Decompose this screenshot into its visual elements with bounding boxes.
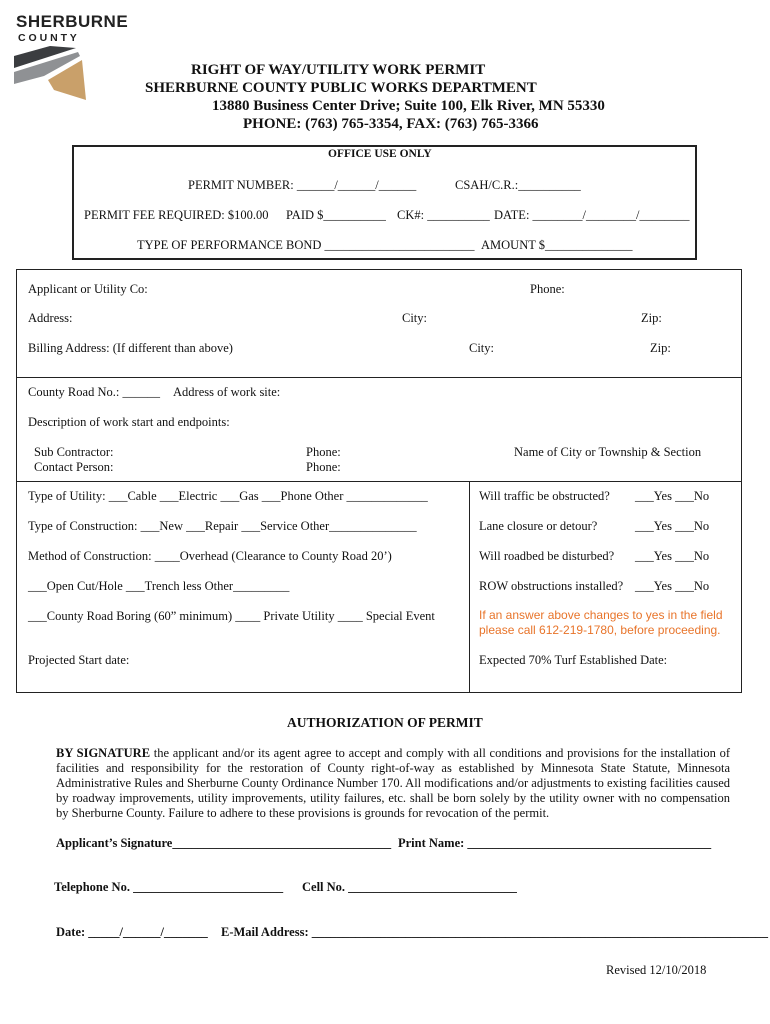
applicant-field[interactable]: Applicant or Utility Co: bbox=[28, 282, 148, 296]
cell-field[interactable]: Cell No. ___________________________ bbox=[302, 880, 517, 894]
bond-amount-field[interactable]: AMOUNT $______________ bbox=[481, 238, 633, 252]
authorization-paragraph bbox=[56, 746, 730, 821]
authorization-title: AUTHORIZATION OF PERMIT bbox=[287, 715, 483, 730]
print-name-field[interactable]: Print Name: _______________________________________ bbox=[398, 836, 712, 850]
authorization-body: the applicant and/or its agent agree to accept and comply with all conditions and provisions for the installation of facilities and responsibility for the restoration of County right-of-way as established by Minnesota State Statute, Minnesota Administrative Rules and Sherburne County Ordinance Number 170. All modifications and/or adjustments to existing facilities caused by roadway improvements, utility improvements, utility failures, etc. shall be born solely by the utility owner with no compensation by Sherburne County. Failure to adhere to these provisions is grounds for revocation of the permit. bbox=[56, 746, 731, 820]
method-of-construction-field[interactable]: Method of Construction: ____Overhead (Clearance to County Road 20’) bbox=[28, 549, 392, 563]
type-of-construction-field[interactable]: Type of Construction: ___New ___Repair ___Service Other______________ bbox=[28, 519, 417, 533]
city-field[interactable]: City: bbox=[402, 311, 428, 325]
sub-contractor-phone-field[interactable]: Phone: bbox=[306, 445, 341, 459]
type-of-utility-field[interactable]: Type of Utility: ___Cable ___Electric ___Gas ___Phone Other _____________ bbox=[28, 489, 428, 503]
applicant-signature-field[interactable]: Applicant’s Signature___________________________________ bbox=[56, 836, 392, 850]
sub-contractor-field[interactable]: Sub Contractor: bbox=[34, 445, 114, 459]
header-address: 13880 Business Center Drive; Suite 100, Elk River, MN 55330 bbox=[212, 98, 605, 114]
traffic-obstructed-question: Will traffic be obstructed? bbox=[479, 489, 610, 503]
contact-phone-field[interactable]: Phone: bbox=[306, 460, 341, 474]
section-divider bbox=[16, 377, 742, 378]
check-number-field[interactable]: CK#: __________ bbox=[397, 208, 490, 222]
projected-start-date-field[interactable]: Projected Start date: bbox=[28, 653, 130, 667]
row-obstructions-question: ROW obstructions installed? bbox=[479, 579, 624, 593]
performance-bond-field[interactable]: TYPE OF PERFORMANCE BOND ________________________ bbox=[137, 238, 475, 252]
billing-address-field[interactable]: Billing Address: (If different than above) bbox=[28, 341, 233, 355]
permit-fee-label: PERMIT FEE REQUIRED: $100.00 bbox=[84, 208, 269, 222]
road-logo-icon bbox=[14, 46, 90, 102]
header-title: RIGHT OF WAY/UTILITY WORK PERMIT bbox=[191, 62, 486, 78]
traffic-obstructed-choice[interactable]: ___Yes ___No bbox=[635, 489, 710, 503]
lane-closure-question: Lane closure or detour? bbox=[479, 519, 598, 533]
city-township-field[interactable]: Name of City or Township & Section bbox=[514, 445, 702, 459]
contact-person-field[interactable]: Contact Person: bbox=[34, 460, 114, 474]
roadbed-disturbed-question: Will roadbed be disturbed? bbox=[479, 549, 615, 563]
header-department: SHERBURNE COUNTY PUBLIC WORKS DEPARTMENT bbox=[145, 80, 537, 96]
zip-field[interactable]: Zip: bbox=[641, 311, 662, 325]
turf-established-date-field[interactable]: Expected 70% Turf Established Date: bbox=[479, 653, 668, 667]
logo-title: SHERBURNE bbox=[16, 12, 129, 31]
field-change-notice-line2: please call 612-219-1780, before proceeding. bbox=[479, 623, 721, 637]
section-divider bbox=[16, 481, 742, 482]
paid-field[interactable]: PAID $__________ bbox=[286, 208, 386, 222]
office-use-title: OFFICE USE ONLY bbox=[328, 148, 432, 160]
email-field[interactable]: E-Mail Address: _________________________________________________________________________ bbox=[221, 925, 768, 939]
column-divider bbox=[469, 481, 470, 693]
csah-field[interactable]: CSAH/C.R.:__________ bbox=[455, 178, 581, 192]
telephone-field[interactable]: Telephone No. ________________________ bbox=[54, 880, 284, 894]
roadbed-disturbed-choice[interactable]: ___Yes ___No bbox=[635, 549, 710, 563]
row-obstructions-choice[interactable]: ___Yes ___No bbox=[635, 579, 710, 593]
field-change-notice-line1: If an answer above changes to yes in the field bbox=[479, 608, 723, 622]
open-cut-field[interactable]: ___Open Cut/Hole ___Trench less Other_________ bbox=[28, 579, 290, 593]
office-date-field[interactable]: DATE: ________/________/________ bbox=[494, 208, 690, 222]
work-site-address-field[interactable]: Address of work site: bbox=[173, 385, 281, 399]
authorization-lead: BY SIGNATURE bbox=[56, 746, 151, 760]
billing-zip-field[interactable]: Zip: bbox=[650, 341, 671, 355]
signature-date-field[interactable]: Date: _____/______/_______ bbox=[56, 925, 208, 939]
lane-closure-choice[interactable]: ___Yes ___No bbox=[635, 519, 710, 533]
applicant-phone-field[interactable]: Phone: bbox=[530, 282, 565, 296]
revised-date: Revised 12/10/2018 bbox=[606, 963, 707, 977]
work-description-field[interactable]: Description of work start and endpoints: bbox=[28, 415, 230, 429]
road-boring-field[interactable]: ___County Road Boring (60” minimum) ____ Private Utility ____ Special Event bbox=[28, 609, 435, 623]
address-field[interactable]: Address: bbox=[28, 311, 73, 325]
header-phone: PHONE: (763) 765-3354, FAX: (763) 765-3366 bbox=[243, 116, 539, 132]
billing-city-field[interactable]: City: bbox=[469, 341, 495, 355]
county-road-field[interactable]: County Road No.: ______ bbox=[28, 385, 160, 399]
logo-subtitle: C O U N T Y bbox=[18, 32, 77, 44]
permit-number-field[interactable]: PERMIT NUMBER: ______/______/______ bbox=[188, 178, 417, 192]
